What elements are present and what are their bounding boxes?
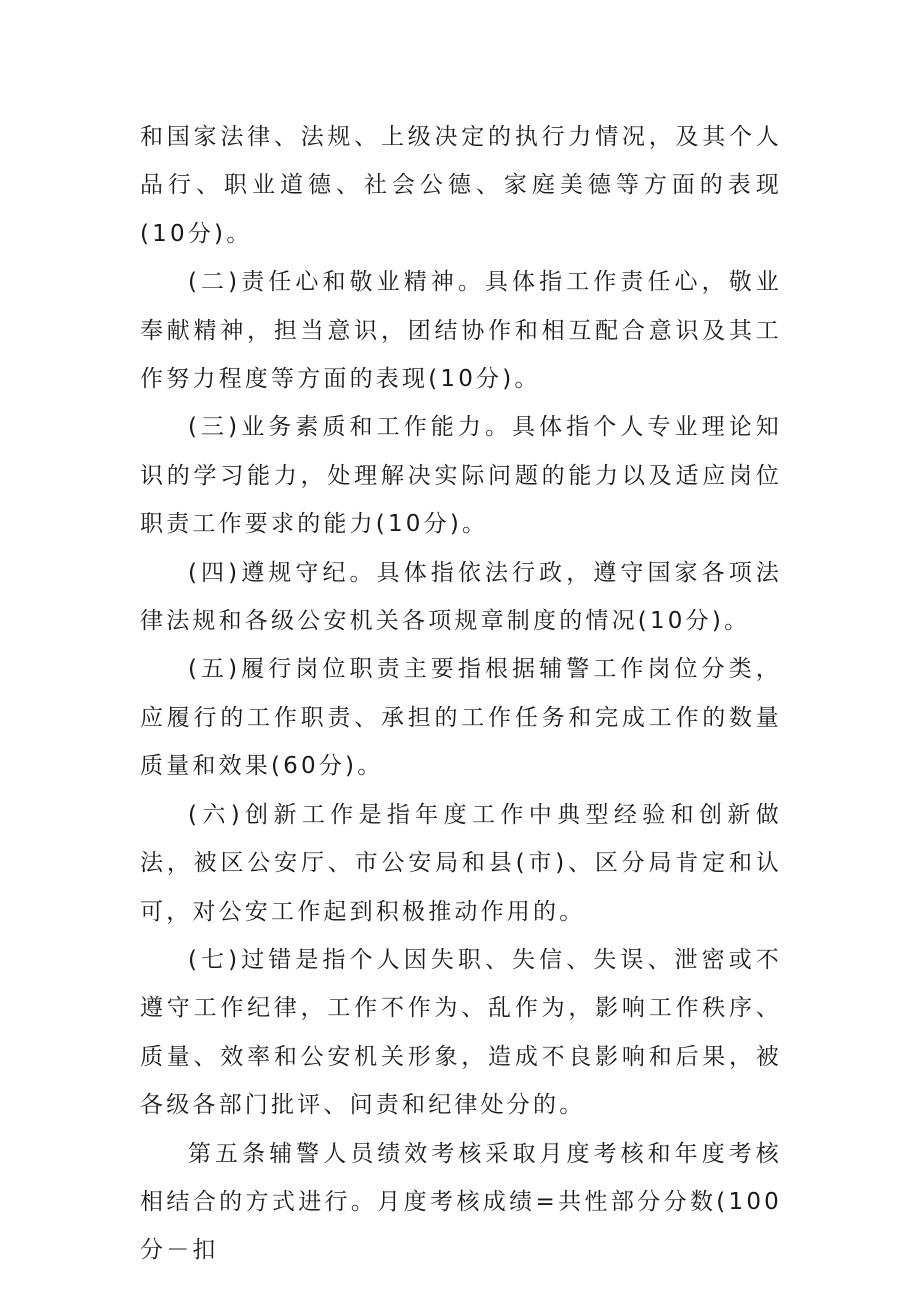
paragraph-item-3: (三)业务素质和工作能力。具体指个人专业理论知识的学习能力，处理解决实际问题的能力以及适应岗位职责工作要求的能力(10分)。 [140, 414, 782, 538]
paragraph-item-7: (七)过错是指个人因失职、失信、失误、泄密或不遵守工作纪律，工作不作为、乱作为，影响工作秩序、质量、效率和公安机关形象，造成不良影响和后果，被各级各部门批评、问责和纪律处分的。 [140, 946, 782, 1119]
paragraph-continuation: 和国家法律、法规、上级决定的执行力情况，及其个人品行、职业道德、社会公德、家庭美德等方面的表现(10分)。 [140, 124, 782, 247]
paragraph-item-2: (二)责任心和敬业精神。具体指工作责任心，敬业奉献精神，担当意识，团结协作和相互配合意识及其工作努力程度等方面的表现(10分)。 [140, 269, 782, 393]
paragraph-item-5: (五)履行岗位职责主要指根据辅警工作岗位分类，应履行的工作职责、承担的工作任务和完成工作的数量质量和效果(60分)。 [140, 656, 782, 780]
document-body [140, 113, 782, 1275]
paragraph-item-6: (六)创新工作是指年度工作中典型经验和创新做法，被区公安厅、市公安局和县(市)、区分局肯定和认可，对公安工作起到积极推动作用的。 [140, 801, 782, 925]
paragraph-article-5: 第五条辅警人员绩效考核采取月度考核和年度考核相结合的方式进行。月度考核成绩=共性部分分数(100分－扣 [140, 1140, 782, 1264]
paragraph-item-4: (四)遵规守纪。具体指依法行政，遵守国家各项法律法规和各级公安机关各项规章制度的情况(10分)。 [140, 559, 782, 635]
